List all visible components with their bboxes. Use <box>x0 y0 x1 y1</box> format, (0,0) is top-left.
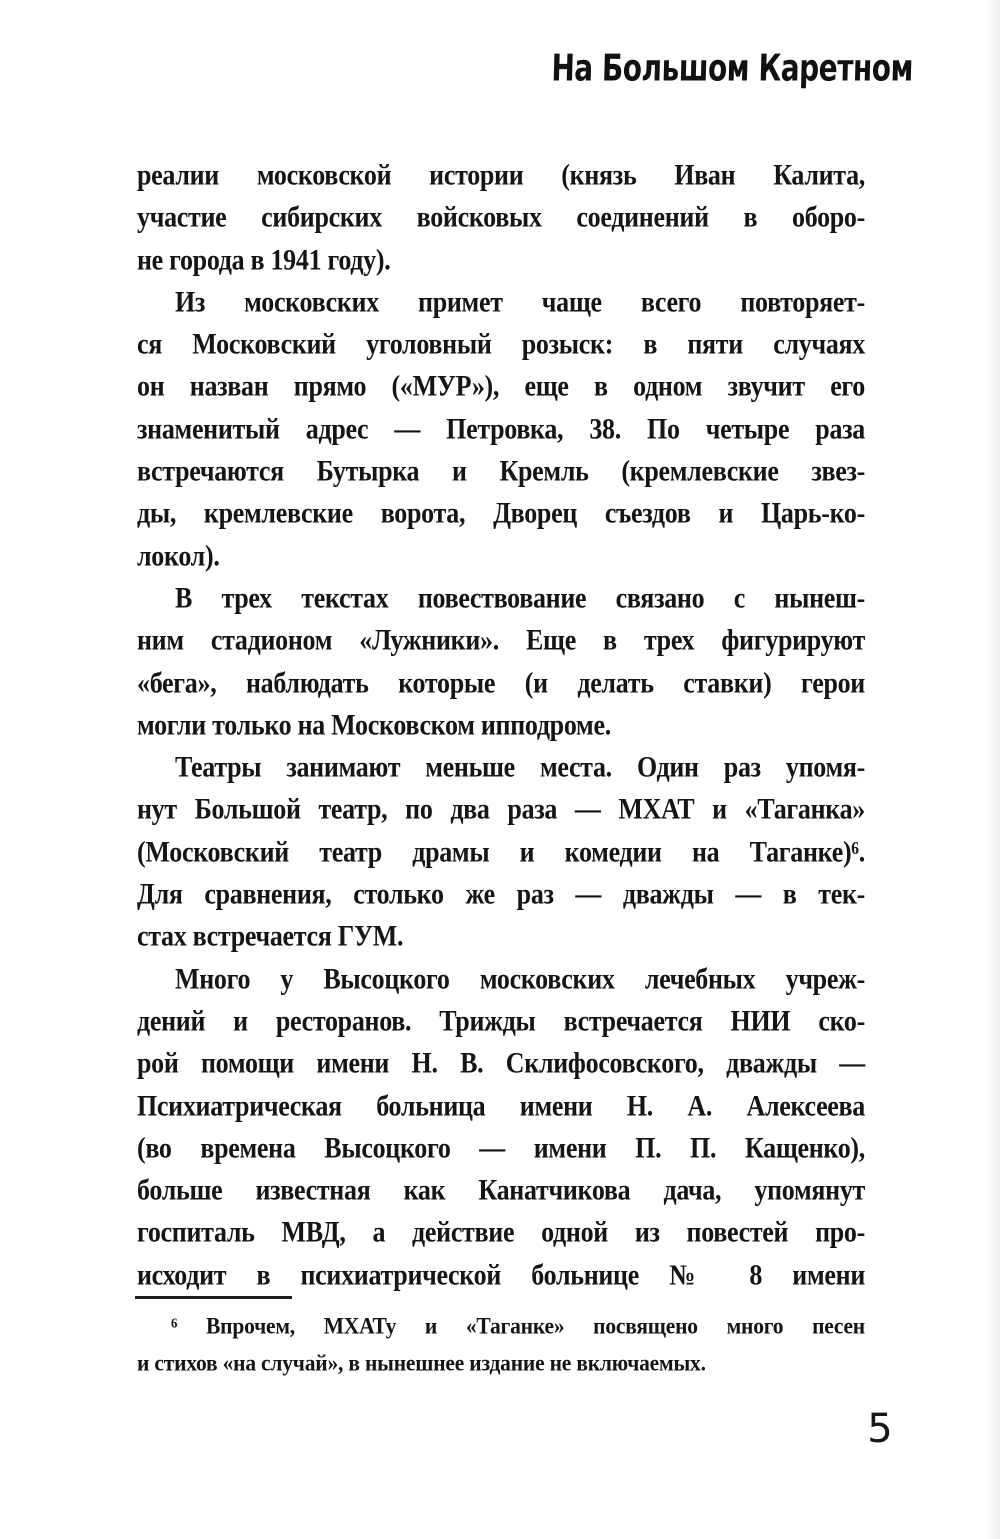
text-line: не города в 1941 году). <box>137 243 391 276</box>
body-text <box>137 152 865 1294</box>
text-line: Из московских примет чаще всего повторяет- <box>175 285 865 319</box>
text-line: нут Большой театр, по два раза — МХАТ и «Таганка» <box>137 793 865 826</box>
paragraph-2 <box>137 279 865 575</box>
text-line: «бега», наблюдать которые (и делать ставки) герои <box>137 666 865 699</box>
text-line: стах встречается ГУМ. <box>137 920 404 953</box>
text-line: ним стадионом «Лужники». Еще в трех фигурируют <box>137 623 865 657</box>
text-line: знаменитый адрес — Петровка, 38. По четыре раза <box>137 412 865 445</box>
paragraph-1 <box>137 152 865 279</box>
text-line: могли только на Московском ипподроме. <box>137 708 611 742</box>
text-line: Для сравнения, столько же раз — дважды — в тек- <box>137 877 865 911</box>
text-line: реалии московской истории (князь Иван Калита, <box>137 158 865 192</box>
text-line: (Московский театр драмы и комедии на Таганке)⁶. <box>137 835 865 868</box>
text-line: он назван прямо («МУР»), еще в одном звучит его <box>137 370 865 403</box>
text-line: Психиатрическая больница имени Н. А. Алексеева <box>137 1089 865 1122</box>
paragraph-5 <box>137 956 865 1294</box>
page-number: 5 <box>867 1406 893 1452</box>
footnote-line: и стихов «на случай», в нынешнее издание не включаемых. <box>137 1349 706 1376</box>
text-line: ды, кремлевские ворота, Дворец съездов и Царь-ко- <box>137 497 865 530</box>
footnote-rule <box>135 1296 292 1299</box>
text-line: участие сибирских войсковых соединений в оборо- <box>137 201 865 234</box>
text-line: ся Московский уголовный розыск: в пяти случаях <box>137 327 865 361</box>
text-line: встречаются Бутырка и Кремль (кремлевские звез- <box>137 454 865 488</box>
running-head: На Большом Каретном <box>550 46 914 90</box>
text-line: Много у Высоцкого московских лечебных учреж- <box>175 962 865 995</box>
footnote-line: ⁶ Впрочем, МХАТу и «Таганке» посвящено много песен <box>171 1312 865 1339</box>
text-line: больше известная как Канатчикова дача, упомянут <box>137 1173 865 1207</box>
text-line: дений и ресторанов. Трижды встречается НИИ ско- <box>137 1004 865 1038</box>
text-line: локол). <box>137 539 220 572</box>
page-edge-shadow <box>986 0 1000 1539</box>
text-line: (во времена Высоцкого — имени П. П. Кащенко), <box>137 1131 865 1165</box>
paragraph-3 <box>137 575 865 744</box>
text-line: госпиталь МВД, а действие одной из повестей про- <box>137 1216 865 1249</box>
text-line: рой помощи имени Н. В. Склифосовского, дважды — <box>137 1046 865 1080</box>
footnote <box>137 1306 865 1380</box>
paragraph-4 <box>137 744 865 955</box>
text-line: Театры занимают меньше места. Один раз упомя- <box>175 750 865 784</box>
text-line: исходит в психиатрической больнице № 8 имени <box>137 1258 865 1291</box>
text-line: В трех текстах повествование связано с нынеш- <box>175 581 865 615</box>
